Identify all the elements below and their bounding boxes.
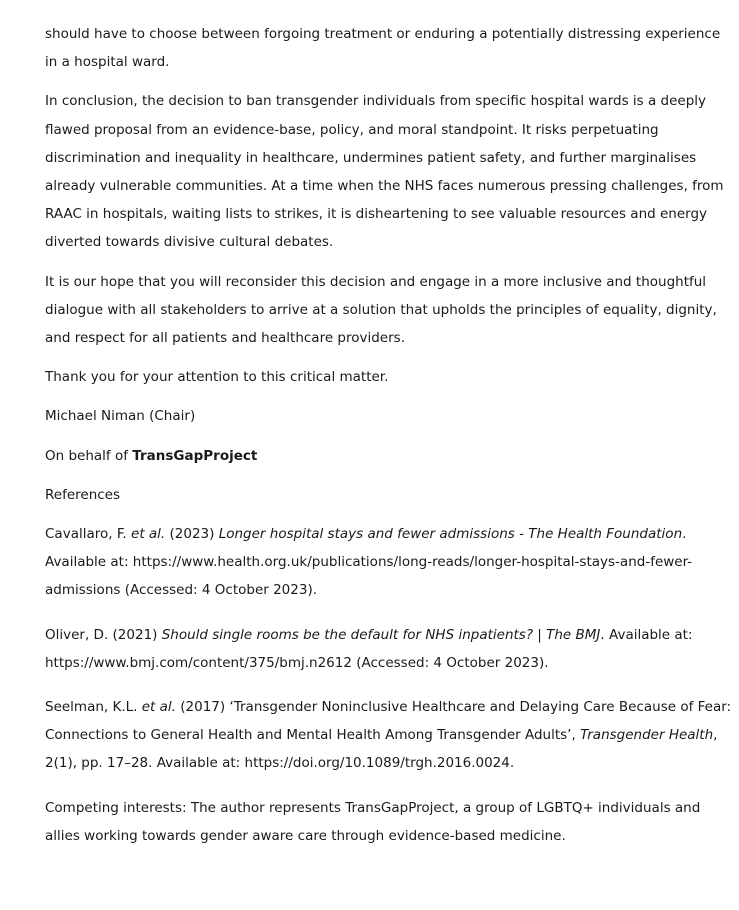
reference-etal: et al. xyxy=(141,699,176,716)
reference-line xyxy=(45,520,695,548)
behalf-line xyxy=(45,442,695,470)
paragraph-continuation xyxy=(45,20,721,76)
signature-paragraph xyxy=(45,402,695,430)
text-line: and respect for all patients and healthcare providers. xyxy=(45,330,405,347)
reference-author: Seelman, K.L. xyxy=(45,699,142,716)
thanks-text: Thank you for your attention to this critical matter. xyxy=(45,369,389,386)
reference-line xyxy=(45,621,695,649)
reference-line: 2(1), pp. 17–28. Available at: https://doi.org/10.1089/trgh.2016.0024. xyxy=(45,755,515,772)
reference-author: Cavallaro, F. xyxy=(45,526,132,543)
reference-item xyxy=(45,621,695,677)
reference-line: admissions (Accessed: 4 October 2023). xyxy=(45,582,318,599)
hope-paragraph xyxy=(45,268,717,353)
behalf-prefix: On behalf of xyxy=(45,447,133,464)
reference-title-cont: Connections to General Health and Mental Health Among Transgender Adults’, xyxy=(45,727,581,744)
text-line: Competing interests: The author represents TransGapProject, a group of LGBTQ+ individuals and xyxy=(45,799,701,816)
text-line: diverted towards divisive cultural debates. xyxy=(45,234,334,251)
text-line: In conclusion, the decision to ban transgender individuals from specific hospital wards is a deeply xyxy=(45,93,707,110)
reference-item xyxy=(45,520,695,605)
text-line: should have to choose between forgoing treatment or enduring a potentially distressing experience xyxy=(45,26,721,42)
references-heading-text: References xyxy=(45,486,121,503)
reference-punctuation: , xyxy=(713,727,718,744)
reference-year: (2023) xyxy=(165,526,219,543)
conclusion-paragraph xyxy=(45,87,724,256)
behalf-paragraph xyxy=(45,442,695,470)
reference-title: (2017) ‘Transgender Noninclusive Healthcare and Delaying Care Because of Fear: xyxy=(175,699,732,716)
references-heading xyxy=(45,481,695,509)
reference-title: Should single rooms be the default for NHS inpatients? | The BMJ xyxy=(161,626,601,643)
signature-text: Michael Niman (Chair) xyxy=(45,408,196,425)
reference-item xyxy=(45,693,732,778)
reference-etal: et al. xyxy=(131,526,166,543)
text-line: discrimination and inequality in healthcare, undermines patient safety, and further marginalises xyxy=(45,149,697,166)
text-line: RAAC in hospitals, waiting lists to strikes, it is disheartening to see valuable resources and energy xyxy=(45,206,708,223)
reference-line: Available at: https://www.health.org.uk/publications/long-reads/longer-hospital-stays-and-fewer- xyxy=(45,554,693,571)
competing-interests-paragraph xyxy=(45,794,701,850)
reference-available: . Available at: xyxy=(600,626,693,643)
text-line: already vulnerable communities. At a time when the NHS faces numerous pressing challenges, from xyxy=(45,178,724,195)
reference-punctuation: . xyxy=(682,526,687,543)
thanks-paragraph xyxy=(45,363,695,391)
reference-line xyxy=(45,693,732,721)
reference-journal: Transgender Health xyxy=(580,727,714,744)
document-page xyxy=(45,20,732,850)
reference-line xyxy=(45,721,718,749)
text-line: allies working towards gender aware care through evidence-based medicine. xyxy=(45,827,566,844)
text-line: dialogue with all stakeholders to arrive at a solution that upholds the principles of equality, dignity, xyxy=(45,301,717,318)
organization-name: TransGapProject xyxy=(132,447,258,464)
reference-title: Longer hospital stays and fewer admissions - The Health Foundation xyxy=(218,526,683,543)
text-line: in a hospital ward. xyxy=(45,54,170,71)
reference-line: https://www.bmj.com/content/375/bmj.n2612 (Accessed: 4 October 2023). xyxy=(45,654,549,671)
text-line: It is our hope that you will reconsider this decision and engage in a more inclusive and thoughtful xyxy=(45,273,707,290)
reference-author: Oliver, D. (2021) xyxy=(45,626,162,643)
text-line: flawed proposal from an evidence-base, policy, and moral standpoint. It risks perpetuating xyxy=(45,121,659,138)
